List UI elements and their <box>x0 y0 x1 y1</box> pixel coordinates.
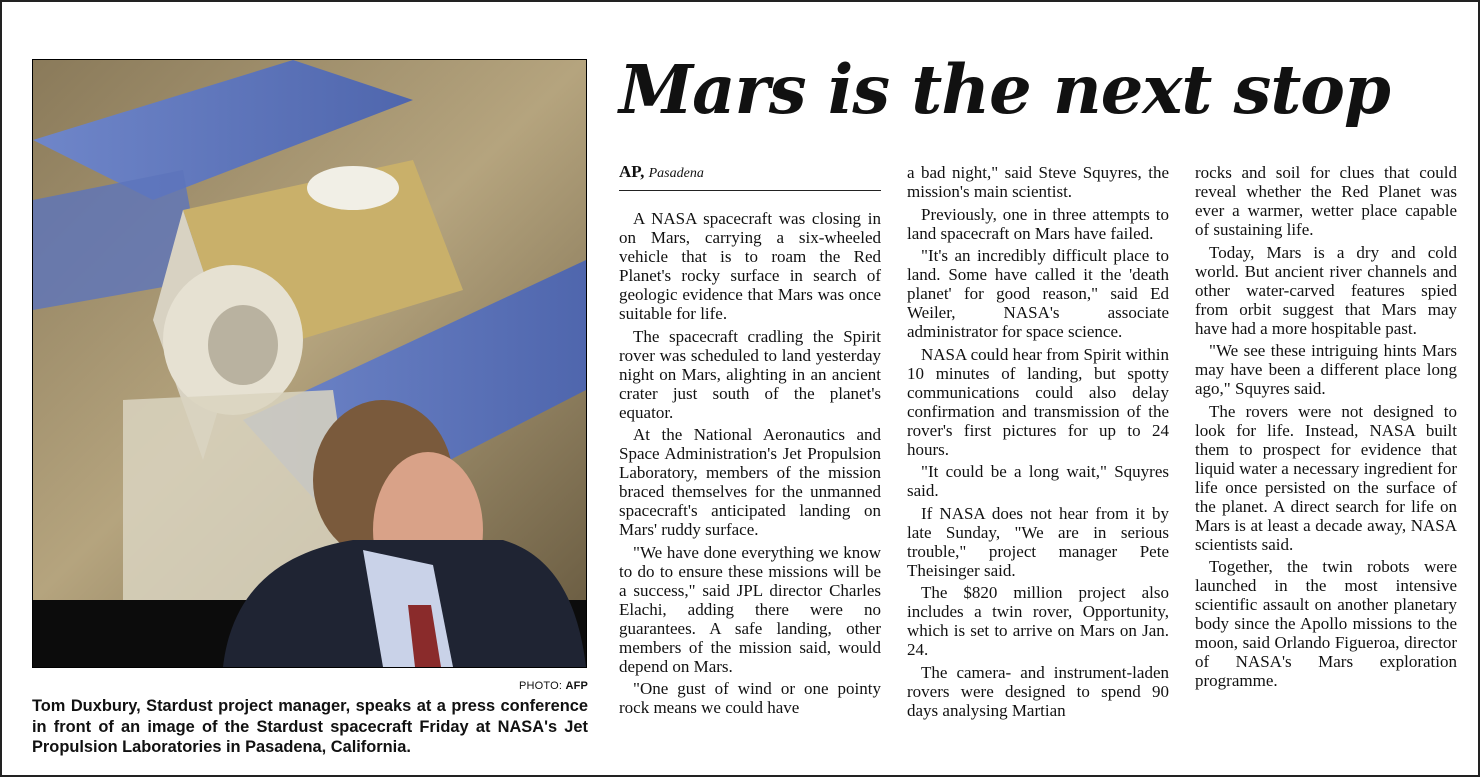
photo-caption: Tom Duxbury, Stardust project manager, speaks at a press conference in front of an image of the Stardust spacecraft Friday at NASA's Jet Propulsion Laboratories in Pasadena, California. <box>32 697 588 756</box>
paragraph: Previously, one in three attempts to land spacecraft on Mars have failed. <box>907 204 1169 243</box>
article-column-2 <box>907 163 1169 723</box>
photo-credit-source: AFP <box>565 680 589 692</box>
article-column-3 <box>1195 163 1457 694</box>
paragraph: The camera- and instrument-laden rovers were designed to spend 90 days analysing Martian <box>907 662 1169 720</box>
photo-credit <box>519 680 588 692</box>
paragraph: Today, Mars is a dry and cold world. But ancient river channels and other water-carved features spied from orbit suggest that Mars may have had a more hospitable past. <box>1195 242 1457 338</box>
paragraph: Together, the twin robots were launched in the most intensive scientific assault on another planetary body since the Apollo missions to the moon, said Orlando Figueroa, director of NASA's Mars exploration programme. <box>1195 557 1457 690</box>
paragraph: The spacecraft cradling the Spirit rover was scheduled to land yesterday night on Mars, alighting in an ancient crater just south of the planet's equator. <box>619 326 881 422</box>
paragraph: "We have done everything we know to do to ensure these missions will be a success," said JPL director Charles Elachi, adding there were no guarantees. A safe landing, other members of the mission said, would depend on Mars. <box>619 542 881 676</box>
photo-credit-label: PHOTO: <box>519 680 563 692</box>
paragraph: "It's an incredibly difficult place to land. Some have called it the 'death planet' for good reason," said Ed Weiler, NASA's associate administrator for space science. <box>907 246 1169 341</box>
paragraph: If NASA does not hear from it by late Sunday, "We are in serious trouble," project manager Pete Theisinger said. <box>907 503 1169 580</box>
paragraph: The $820 million project also includes a twin rover, Opportunity, which is set to arrive on Mars on Jan. 24. <box>907 583 1169 659</box>
paragraph: "We see these intriguing hints Mars may have been a different place long ago," Squyres said. <box>1195 341 1457 398</box>
paragraph: A NASA spacecraft was closing in on Mars, carrying a six-wheeled vehicle that is to roam the Red Planet's rocky surface in search of geologic evidence that Mars was once suitable for life. <box>619 209 881 323</box>
paragraph: At the National Aeronautics and Space Administration's Jet Propulsion Laboratory, members of the mission braced themselves for the unmanned spacecraft's anticipated landing on Mars' ruddy surface. <box>619 425 881 539</box>
paragraph: "It could be a long wait," Squyres said. <box>907 462 1169 500</box>
paragraph: The rovers were not designed to look for life. Instead, NASA built them to prospect for evidence that liquid water a necessary ingredient for life once persisted on the surface of the planet. A direct search for life on Mars is at least a decade away, NASA scientists said. <box>1195 401 1457 554</box>
headline: Mars is the next stop <box>619 50 1390 129</box>
paragraph: NASA could hear from Spirit within 10 minutes of landing, but spotty communications could also delay confirmation and transmission of the rover's first pictures for up to 24 hours. <box>907 344 1169 459</box>
byline-agency: AP, <box>619 162 645 181</box>
paragraph: a bad night," said Steve Squyres, the mission's main scientist. <box>907 163 1169 201</box>
paragraph: "One gust of wind or one pointy rock means we could have <box>619 679 881 717</box>
press-conference-photo <box>32 59 587 668</box>
byline <box>619 162 881 191</box>
paragraph: rocks and soil for clues that could reveal whether the Red Planet was ever a warmer, wetter place capable of sustaining life. <box>1195 163 1457 239</box>
article-column-1 <box>619 162 881 721</box>
byline-place: Pasadena <box>648 166 704 181</box>
